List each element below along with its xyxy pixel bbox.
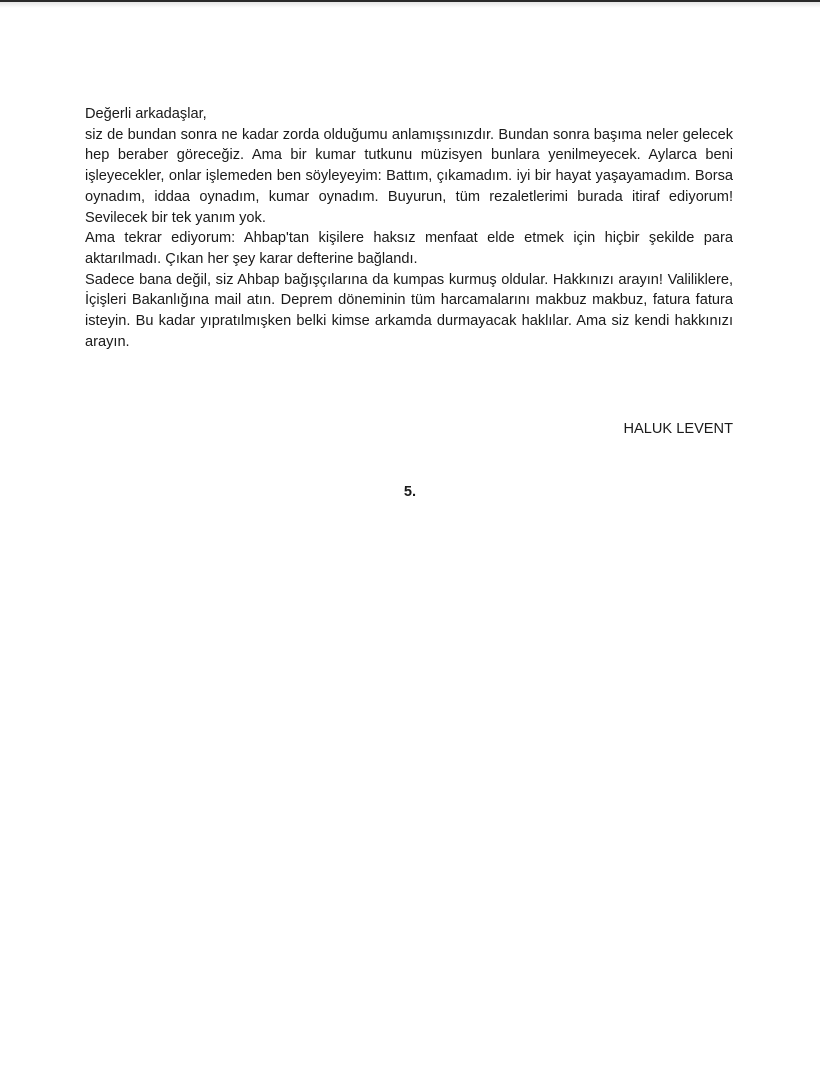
paragraph-3: Sadece bana değil, siz Ahbap bağışçılarına da kumpas kurmuş oldular. Hakkınızı arayın! Valiliklere, İçişleri Bakanlığına mail atın. Deprem döneminin tüm harcamalarını makbuz makbuz, fatura fatura isteyin. Bu kadar yıpratılmışken belki kimse arkamda durmayacak haklılar. Ama siz kendi hakkınızı arayın. (85, 271, 733, 350)
salutation: Değerli arkadaşlar, (85, 106, 207, 122)
paragraph-2: Ama tekrar ediyorum: Ahbap'tan kişilere haksız menfaat elde etmek için hiçbir şekilde para aktarılmadı. Çıkan her şey karar defterine bağlandı. (85, 230, 733, 267)
paragraph-1: siz de bundan sonra ne kadar zorda olduğumu anlamışsınızdır. Bundan sonra başıma neler gelecek hep beraber göreceğiz. Ama bir kumar tutkunu müzisyen bunlara yenilmeyecek. Aylarca beni işleyecekler, onlar işlemeden ben söyleyeyim: Battım, çıkamadım. iyi bir hayat yaşayamadım. Borsa oynadım, iddaa oynadım, kumar oynadım. Buyurun, tüm rezaletlerimi burada itiraf ediyorum! Sevilecek bir tek yanım yok. (85, 126, 733, 226)
top-shadow (0, 2, 820, 8)
page-number: 5. (403, 484, 417, 500)
signature: HALUK LEVENT (623, 421, 733, 437)
letter-body (85, 104, 733, 352)
